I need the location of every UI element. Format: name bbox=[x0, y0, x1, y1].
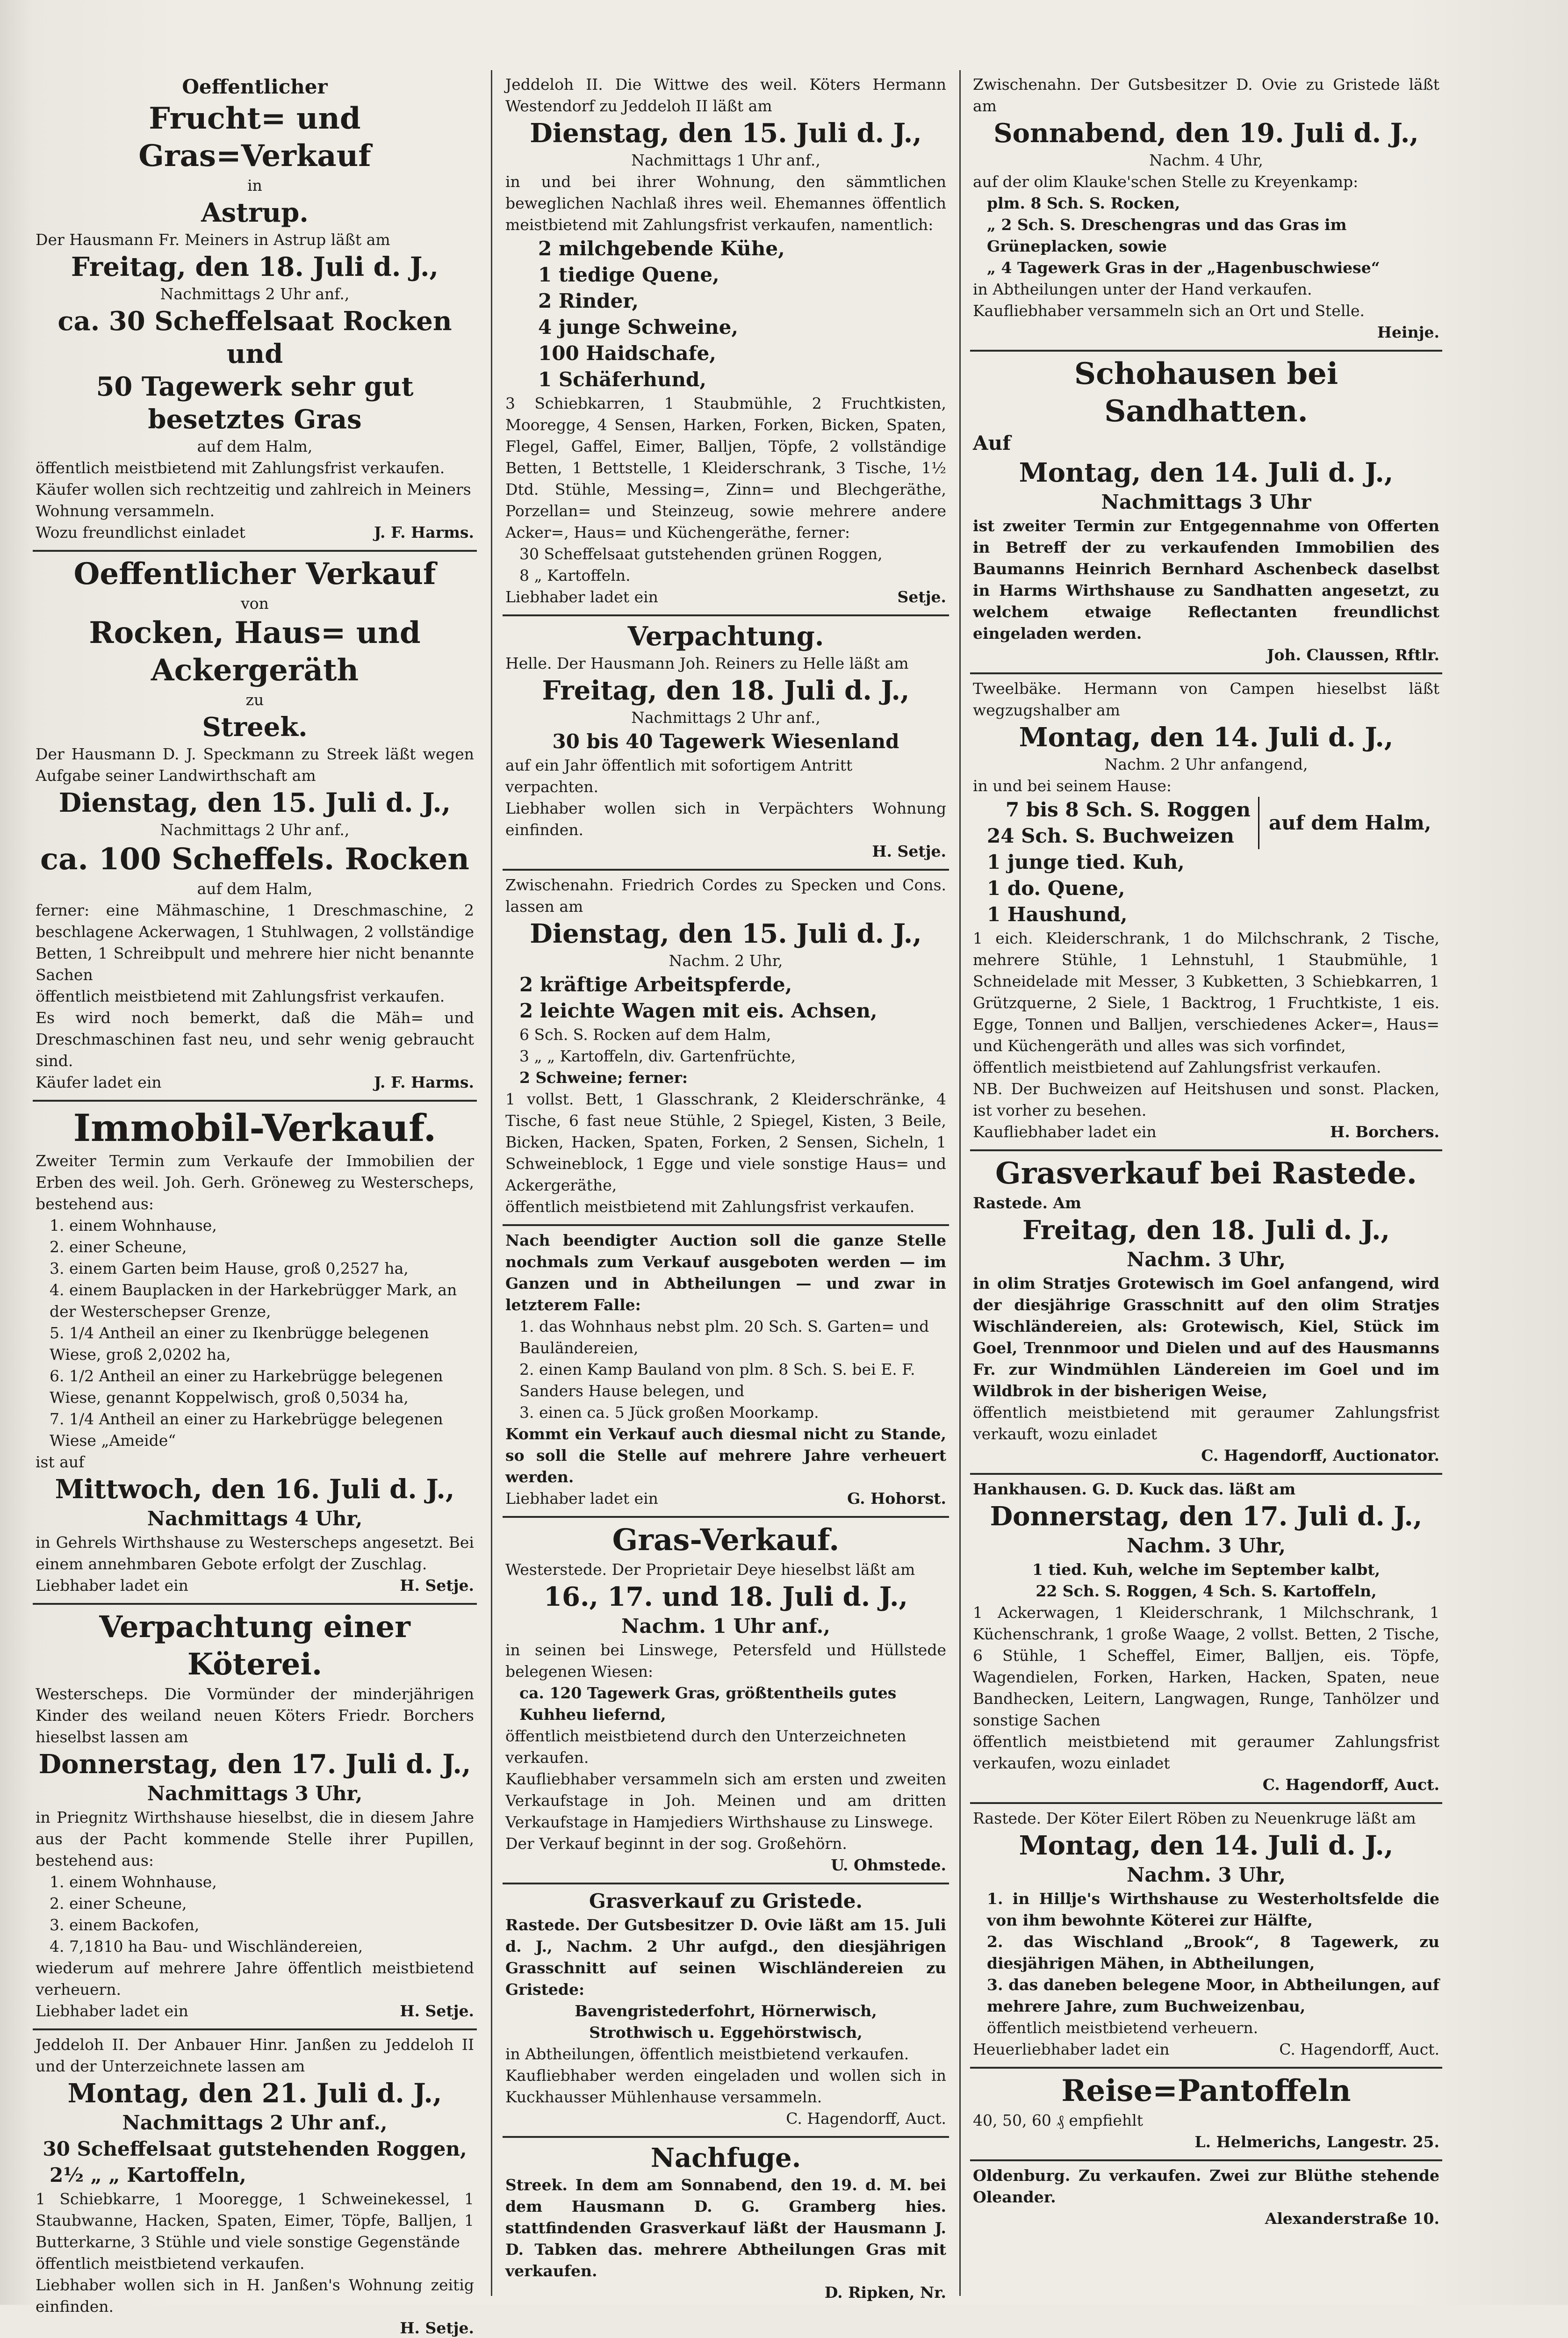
ad-text: in Abtheilungen, öffentlich meistbietend verkaufen. bbox=[505, 2045, 909, 2063]
ad-nochmals-verkauf bbox=[503, 1226, 949, 1518]
ad-text: Jeddeloh II. Die Wittwe des weil. Köters Hermann Westendorf zu Jeddeloh II läßt am bbox=[505, 75, 946, 115]
list-item: 3. das daneben belegene Moor, in Abtheilungen, auf mehrere Jahre, zum Buchweizenbau, bbox=[987, 1976, 1439, 2015]
ad-date: Freitag, den 18. Juli d. J., bbox=[71, 252, 439, 282]
list-item: 2 Rinder, bbox=[538, 289, 639, 312]
ad-roeben-neuenkruge bbox=[970, 1804, 1442, 2069]
ad-grasverkauf-rastede bbox=[970, 1151, 1442, 1475]
ad-title: Frucht= und Gras=Verkauf bbox=[138, 101, 371, 173]
ad-text: Rastede. Am bbox=[973, 1194, 1081, 1212]
ad-title: Grasverkauf zu Gristede. bbox=[589, 1890, 863, 1912]
column-2 bbox=[503, 70, 949, 2302]
ad-date: Dienstag, den 15. Juli d. J., bbox=[530, 118, 922, 149]
ad-date: Montag, den 14. Juli d. J., bbox=[1019, 722, 1394, 753]
ad-date: Sonnabend, den 19. Juli d. J., bbox=[993, 118, 1419, 149]
ad-date: Mittwoch, den 16. Juli d. J., bbox=[55, 1474, 455, 1505]
ad-time: Nachmittags 2 Uhr anf., bbox=[160, 821, 350, 839]
ad-signature: L. Helmerichs, Langestr. 25. bbox=[1194, 2133, 1439, 2151]
ad-signature: H. Setje. bbox=[400, 1576, 474, 1595]
ad-text: öffentlich meistbietend verkaufen. bbox=[36, 2254, 305, 2273]
ad-item: 30 Scheffelsaat gutstehenden grünen Roggen, bbox=[519, 545, 883, 563]
ad-text: Westerscheps. Die Vormünder der minderjährigen Kinder des weiland neuen Köters Friedr. Borchers hieselbst lassen am bbox=[36, 1685, 474, 1746]
ad-item: 2 Schweine; ferner: bbox=[519, 1068, 688, 1087]
list-item: 3. einen ca. 5 Jück großen Moorkamp. bbox=[519, 1403, 819, 1422]
ad-text: zu bbox=[245, 691, 264, 709]
ad-text: in bbox=[247, 176, 262, 195]
list-item: 1 Schäferhund, bbox=[538, 368, 707, 391]
ad-item: 2½ „ „ Kartoffeln, bbox=[50, 2164, 246, 2186]
ad-hankhausen bbox=[970, 1475, 1442, 1804]
list-item: „ 2 Sch. S. Dreschengras und das Gras im Grüneplacken, sowie bbox=[987, 216, 1347, 255]
ad-signature-line bbox=[36, 1575, 474, 1596]
ad-text: Hankhausen. G. D. Kuck das. läßt am bbox=[973, 1480, 1296, 1498]
list-item: 7. 1/4 Antheil an einer zu Harkebrügge belegenen Wiese „Ameide“ bbox=[50, 1410, 443, 1450]
ad-text: 1 Schiebkarre, 1 Mooregge, 1 Schweinekessel, 1 Staubwanne, Hacken, Spaten, Eimer, Töpfe, Balljen, 1 Butterkarne, 3 Stühle und viele sonstige Gegenstände bbox=[36, 2190, 474, 2251]
list-item: 4 junge Schweine, bbox=[538, 316, 738, 339]
ad-text: öffentlich meistbietend verheuern. bbox=[987, 2019, 1259, 2037]
column-rule bbox=[491, 70, 492, 2296]
list-item: 4. einem Bauplacken in der Harkebrügger Mark, an der Westerschepser Grenze, bbox=[50, 1281, 457, 1321]
ad-signature: Joh. Claussen, Rftlr. bbox=[1266, 646, 1439, 664]
ad-text: Heuerliebhaber ladet ein bbox=[973, 2040, 1170, 2058]
ad-grasverkauf-gristede bbox=[503, 1884, 949, 2138]
ad-text: in und bei ihrer Wohnung, den sämmtlichen beweglichen Nachlaß ihres weil. Ehemannes öffentlich meistbietend mit Zahlungsfrist verkaufen, namentlich: bbox=[505, 173, 946, 234]
ad-text: von bbox=[241, 594, 269, 613]
ad-westendorf bbox=[503, 70, 949, 616]
ad-signature: D. Ripken, Nr. bbox=[824, 2283, 946, 2302]
ad-item: 7 bis 8 Sch. S. Roggen bbox=[1006, 798, 1251, 821]
ad-text: Zwischenahn. Der Gutsbesitzer D. Ovie zu Gristede läßt am bbox=[973, 75, 1439, 115]
ad-item: 1 Haushund, bbox=[987, 903, 1128, 926]
brace-items bbox=[973, 797, 1259, 849]
ad-signature: C. Hagendorff, Auct. bbox=[786, 2109, 946, 2128]
ad-time: Nachm. 3 Uhr, bbox=[1126, 1863, 1286, 1886]
list-item: 6. 1/2 Antheil an einer zu Harkebrügge belegenen Wiese, genannt Koppelwisch, groß 0,5034 ha, bbox=[50, 1367, 443, 1407]
ad-signature: H. Borchers. bbox=[1330, 1123, 1439, 1141]
ad-text: auf dem Halm, bbox=[197, 437, 313, 455]
ad-date: Montag, den 21. Juli d. J., bbox=[67, 2078, 442, 2109]
ad-schohausen bbox=[970, 352, 1442, 674]
list-item: 5. 1/4 Antheil an einer zu Ikenbrügge belegenen Wiese, groß 2,0202 ha, bbox=[50, 1324, 429, 1364]
ad-signature: C. Hagendorff, Auct. bbox=[1279, 2040, 1439, 2058]
ad-item: 8 „ Kartoffeln. bbox=[519, 566, 631, 584]
ad-time: Nachm. 2 Uhr anfangend, bbox=[1104, 755, 1308, 773]
list-item: 2. einer Scheune, bbox=[50, 1238, 187, 1256]
ad-item: 1 do. Quene, bbox=[987, 877, 1125, 900]
ad-text: Käufer wollen sich rechtzeitig und zahlreich in Meiners Wohnung versammeln. bbox=[36, 480, 471, 520]
ad-signature-line bbox=[36, 522, 474, 543]
ad-text: ist zweiter Termin zur Entgegennahme von Offerten in Betreff der zu verkaufenden Immobilien des Baumanns Heinrich Bernhard Aschenbeck daselbst in Harms Wirthshause zu Sandhatten angesetzt, zu welchem etwaige Reflectanten freundlichst eingeladen werden. bbox=[973, 517, 1439, 642]
ad-text: NB. Der Buchweizen auf Heitshusen und sonst. Placken, ist vorher zu besehen. bbox=[973, 1080, 1439, 1119]
ad-signature: C. Hagendorff, Auctionator. bbox=[1201, 1446, 1439, 1465]
ad-text: Wozu freundlichst einladet bbox=[36, 523, 245, 541]
ad-text: Zweiter Termin zum Verkaufe der Immobilien der Erben des weil. Joh. Gerh. Gröneweg zu Westerscheps, bestehend aus: bbox=[36, 1152, 474, 1213]
ad-item: 50 Tagewerk sehr gut besetztes Gras bbox=[96, 371, 414, 435]
ad-text: in seinen bei Linswege, Petersfeld und Hüllstede belegenen Wiesen: bbox=[505, 1641, 946, 1681]
ad-signature-line bbox=[973, 2039, 1439, 2060]
ad-title: Rocken, Haus= und Ackergeräth bbox=[89, 615, 421, 688]
ad-time: Nachm. 3 Uhr, bbox=[1126, 1248, 1286, 1271]
ad-title: Gras-Verkauf. bbox=[612, 1523, 840, 1558]
ad-nachfuge bbox=[503, 2138, 949, 2310]
ad-text: öffentlich meistbietend mit Zahlungsfrist verkaufen. bbox=[36, 459, 445, 477]
list-item: 100 Haidschafe, bbox=[538, 342, 716, 365]
ad-signature: G. Hohorst. bbox=[847, 1489, 946, 1508]
ad-text: Liebhaber wollen sich in H. Janßen's Wohnung zeitig einfinden. bbox=[36, 2276, 474, 2316]
ad-text: in Abtheilungen unter der Hand verkaufen. bbox=[973, 280, 1312, 298]
ad-text: Kaufliebhaber versammeln sich an Ort und Stelle. bbox=[973, 302, 1365, 320]
ad-text: Oldenburg. Zu verkaufen. Zwei zur Blüthe stehende Oleander. bbox=[973, 2166, 1439, 2206]
ad-item: 1 tied. Kuh, welche im September kalbt, bbox=[1032, 1560, 1381, 1579]
ad-text: Zwischenahn. Friedrich Cordes zu Specken und Cons. lassen am bbox=[505, 876, 946, 916]
ad-signature-line bbox=[505, 586, 946, 608]
ad-time: Nachm. 3 Uhr, bbox=[1126, 1534, 1286, 1557]
ad-signature: J. F. Harms. bbox=[374, 523, 474, 541]
ad-text: öffentlich meistbietend mit Zahlungsfrist verkaufen. bbox=[505, 1198, 915, 1216]
ad-text: Rastede. Der Gutsbesitzer D. Ovie läßt am 15. Juli d. J., Nachm. 2 Uhr aufgd., den diesjährigen Grasschnitt auf seinen Wischländereien zu Gristede: bbox=[505, 1916, 946, 1999]
ad-text: Kommt ein Verkauf auch diesmal nicht zu Stande, so soll die Stelle auf mehrere Jahre verheuert werden. bbox=[505, 1425, 946, 1486]
ad-date: Donnerstag, den 17. Juli d. J., bbox=[38, 1749, 471, 1780]
ad-text: Liebhaber ladet ein bbox=[505, 1489, 658, 1508]
brace-label: auf dem Halm, bbox=[1268, 811, 1431, 834]
ad-text: Kaufliebhaber ladet ein bbox=[973, 1123, 1157, 1141]
ad-signature-line bbox=[973, 1121, 1439, 1143]
ad-signature: J. F. Harms. bbox=[374, 1073, 474, 1091]
ad-signature: Heinje. bbox=[1377, 323, 1439, 341]
ad-item: ca. 30 Scheffelsaat Rocken und bbox=[58, 306, 452, 369]
ad-text: 1 eich. Kleiderschrank, 1 do Milchschrank, 2 Tische, mehrere Stühle, 1 Lehnstuhl, 1 Staubmühle, 1 Schneidelade mit Messer, 3 Kubketten, 3 Schiebkarren, 1 Grützquerne, 2 Siele, 1 Backtrog, 1 Fruchtkiste, 1 eis. Egge, Tonnen und Balljen, verschiedenes Acker=, Haus= und Küchengeräth und alles was sich vorfindet, bbox=[973, 929, 1439, 1055]
ad-text: Der Hausmann Fr. Meiners in Astrup läßt am bbox=[36, 231, 390, 249]
ad-time: Nachmittags 2 Uhr anf., bbox=[160, 285, 350, 303]
ad-signature: H. Setje. bbox=[400, 2319, 474, 2337]
ad-title: Schohausen bei Sandhatten. bbox=[1074, 356, 1338, 429]
ad-signature-line bbox=[505, 1488, 946, 1509]
ad-item: ca. 120 Tagewerk Gras, größtentheils gutes Kuhheu liefernd, bbox=[519, 1684, 897, 1724]
ad-heading: Oeffentlicher Verkauf bbox=[73, 556, 436, 592]
ad-text: öffentlich meistbietend durch den Unterzeichneten verkaufen. bbox=[505, 1727, 906, 1767]
column-1 bbox=[33, 70, 477, 2337]
ad-text: Liebhaber wollen sich in Verpächters Wohnung einfinden. bbox=[505, 799, 946, 839]
ad-title: Reise=Pantoffeln bbox=[1061, 2073, 1351, 2108]
list-item: 2. einen Kamp Bauland von plm. 8 Sch. S. bei E. F. Sanders Hause belegen, und bbox=[519, 1360, 915, 1400]
ad-reise-pantoffeln bbox=[970, 2069, 1442, 2161]
ad-place: Astrup. bbox=[201, 197, 309, 228]
ad-text: Rastede. Der Köter Eilert Röben zu Neuenkruge läßt am bbox=[973, 1809, 1416, 1827]
ad-text: in olim Stratjes Grotewisch im Goel anfangend, wird der diesjährige Grasschnitt auf den olim Stratjes Wischländereien, als: Grotewisch, Kiel, Stück im Goel, Trennmoor und Dielen und auf des Hausmanns Fr. zur Windmühlen Ländereien im Goel und im Wildbrok in der bisherigen Weise, bbox=[973, 1274, 1439, 1400]
ad-signature-line bbox=[36, 2000, 474, 2022]
ad-item: 22 Sch. S. Roggen, 4 Sch. S. Kartoffeln, bbox=[1036, 1582, 1377, 1600]
ad-text: Käufer ladet ein bbox=[36, 1073, 162, 1091]
ad-time: Nachmittags 2 Uhr anf., bbox=[631, 708, 820, 727]
ad-text: auf der olim Klauke'schen Stelle zu Kreyenkamp: bbox=[973, 173, 1359, 191]
ad-item: Strothwisch u. Eggehörstwisch, bbox=[589, 2023, 863, 2042]
list-item: 2 milchgebende Kühe, bbox=[538, 237, 785, 260]
ad-tweelbaeke bbox=[970, 674, 1442, 1151]
ad-date: Montag, den 14. Juli d. J., bbox=[1019, 457, 1394, 488]
ad-date: 16., 17. und 18. Juli d. J., bbox=[544, 1581, 908, 1612]
ad-signature-line bbox=[36, 1072, 474, 1093]
list-item: 1 tiedige Quene, bbox=[538, 263, 719, 286]
list-item: 4. 7,1810 ha Bau- und Wischländereien, bbox=[50, 1937, 363, 1956]
ad-text: wiederum auf mehrere Jahre öffentlich meistbietend verheuern. bbox=[36, 1959, 474, 1999]
list-item: 3. einem Backofen, bbox=[50, 1916, 200, 1934]
ad-jeddeloh-janssen bbox=[33, 2030, 477, 2338]
ad-text: Liebhaber ladet ein bbox=[505, 588, 658, 606]
ad-item: 2 kräftige Arbeitspferde, bbox=[519, 973, 792, 996]
ad-time: Nachm. 4 Uhr, bbox=[1149, 151, 1263, 169]
ad-heading: Oeffentlicher bbox=[182, 75, 328, 98]
ad-item: 1 junge tied. Kuh, bbox=[987, 851, 1185, 873]
ad-text: Der Hausmann D. J. Speckmann zu Streek läßt wegen Aufgabe seiner Landwirthschaft am bbox=[36, 745, 474, 785]
ad-text: Helle. Der Hausmann Joh. Reiners zu Helle läßt am bbox=[505, 654, 909, 672]
ad-date: Dienstag, den 15. Juli d. J., bbox=[530, 918, 922, 949]
list-item: „ 4 Tagewerk Gras in der „Hagenbuschwiese“ bbox=[987, 259, 1380, 277]
ad-date: Dienstag, den 15. Juli d. J., bbox=[58, 787, 451, 818]
ad-text: Westerstede. Der Proprietair Deye hieselbst läßt am bbox=[505, 1560, 915, 1579]
ad-text: öffentlich meistbietend mit Zahlungsfrist verkaufen. bbox=[36, 987, 445, 1005]
ad-text: Liebhaber ladet ein bbox=[36, 1576, 188, 1595]
ad-item: Bavengristederfohrt, Hörnerwisch, bbox=[575, 2002, 877, 2020]
list-item: 2. einer Scheune, bbox=[50, 1894, 187, 1912]
ad-place: Streek. bbox=[202, 712, 308, 743]
ad-time: Nachmittags 1 Uhr anf., bbox=[631, 151, 820, 169]
ad-text: Es wird noch bemerkt, daß die Mäh= und Dreschmaschinen fast neu, und sehr wenig gebraucht sind. bbox=[36, 1009, 474, 1070]
ad-signature: Setje. bbox=[897, 588, 946, 606]
ad-item: 24 Sch. S. Buchweizen bbox=[987, 824, 1234, 847]
ad-text: Auf bbox=[973, 432, 1011, 455]
ad-item: 6 Sch. S. Rocken auf dem Halm, bbox=[519, 1025, 771, 1044]
ad-text: Kaufliebhaber versammeln sich am ersten und zweiten Verkaufstage in Joh. Meinen und am dritten Verkaufstage in Hamjediers Wirthshause zu Linswege. bbox=[505, 1770, 946, 1831]
list-item: 3. einem Garten beim Hause, groß 0,2527 ha, bbox=[50, 1259, 409, 1277]
ad-text: 1 Ackerwagen, 1 Kleiderschrank, 1 Milchschrank, 1 Küchenschrank, 1 große Waage, 2 vollst. Betten, 2 Tische, 6 Stühle, 1 Scheffel, Eimer, Balljen, eis. Töpfe, Wagendielen, Forken, Harken, Hacken, Spaten, neue Bandhecken, Leitern, Langwagen, Runge, Tanhölzer und sonstige Sachen bbox=[973, 1603, 1439, 1729]
list-item: 2. das Wischland „Brook“, 8 Tagewerk, zu diesjährigen Mähen, in Abtheilungen, bbox=[987, 1933, 1439, 1972]
ad-title: Verpachtung. bbox=[627, 621, 824, 652]
ad-text: ist auf bbox=[36, 1453, 85, 1471]
ad-title: Nachfuge. bbox=[650, 2143, 801, 2173]
ad-verpachtung-helle bbox=[503, 616, 949, 871]
list-item: 1. in Hillje's Wirthshause zu Westerholtsfelde die von ihm bewohnte Köterei zur Hälfte, bbox=[987, 1890, 1439, 1929]
ad-cordes-specken bbox=[503, 871, 949, 1226]
ad-date: Montag, den 14. Juli d. J., bbox=[1019, 1830, 1394, 1861]
column-3 bbox=[970, 70, 1442, 2296]
ad-item: ca. 100 Scheffels. Rocken bbox=[40, 842, 469, 877]
ad-signature: U. Ohmstede. bbox=[831, 1856, 946, 1874]
brace-group bbox=[973, 797, 1439, 849]
ad-text: Streek. In dem am Sonnabend, den 19. d. M. bei dem Hausmann D. G. Gramberg hies. stattfindenden Grasverkauf läßt der Hausmann J. D. Tabken das. mehrere Abtheilungen Gras mit verkaufen. bbox=[505, 2176, 946, 2280]
list-item: 1. das Wohnhaus nebst plm. 20 Sch. S. Garten= und Bauländereien, bbox=[519, 1317, 929, 1357]
ad-signature: H. Setje. bbox=[400, 2002, 474, 2020]
ad-signature: Alexanderstraße 10. bbox=[1265, 2209, 1439, 2228]
ad-signature: H. Setje. bbox=[872, 842, 946, 860]
ad-text: Tweelbäke. Hermann von Campen hieselbst läßt wegzugshalber am bbox=[973, 679, 1439, 719]
ad-text: öffentlich meistbietend mit geraumer Zahlungsfrist verkaufen, wozu einladet bbox=[973, 1732, 1439, 1772]
ad-time: Nachmittags 3 Uhr bbox=[1101, 491, 1311, 513]
ad-date: Freitag, den 18. Juli d. J., bbox=[542, 675, 910, 706]
ad-title: Grasverkauf bei Rastede. bbox=[995, 1156, 1417, 1191]
ad-item: 30 Scheffelsaat gutstehenden Roggen, bbox=[43, 2137, 467, 2160]
ad-text: Kaufliebhaber werden eingeladen und wollen sich in Kuckhausser Mühlenhause versammeln. bbox=[505, 2066, 946, 2106]
ad-title: Verpachtung einer Köterei. bbox=[99, 1609, 410, 1682]
ad-text: 40, 50, 60 ₰ empfiehlt bbox=[973, 2111, 1143, 2129]
ad-text: ferner: eine Mähmaschine, 1 Dreschmaschine, 2 beschlagene Ackerwagen, 1 Stuhlwagen, 2 vollständige Betten, 1 Schreibpult und mehrere hier nicht benannte Sachen bbox=[36, 901, 474, 984]
ad-date: Freitag, den 18. Juli d. J., bbox=[1022, 1215, 1390, 1246]
ad-verpachtung-koeterei bbox=[33, 1605, 477, 2030]
ad-immobil-verkauf bbox=[33, 1102, 477, 1605]
ad-gras-verkauf-westerstede bbox=[503, 1518, 949, 1884]
ad-item: 2 leichte Wagen mit eis. Achsen, bbox=[519, 999, 878, 1022]
ad-time: Nachmittags 4 Uhr, bbox=[147, 1507, 363, 1530]
ad-text: öffentlich meistbietend mit geraumer Zahlungsfrist verkauft, wozu einladet bbox=[973, 1403, 1439, 1443]
ad-streek bbox=[33, 552, 477, 1102]
ad-text: auf dem Halm, bbox=[197, 880, 313, 898]
list-item: 1. einem Wohnhause, bbox=[50, 1873, 217, 1891]
ad-date: Donnerstag, den 17. Juli d. J., bbox=[990, 1501, 1423, 1532]
list-item: plm. 8 Sch. S. Rocken, bbox=[987, 194, 1180, 212]
ad-oleander bbox=[970, 2161, 1442, 2236]
ad-astrup bbox=[33, 70, 477, 552]
ad-time: Nachmittags 3 Uhr, bbox=[147, 1782, 363, 1805]
ad-ovie-kreyenkamp bbox=[970, 70, 1442, 352]
list-item: 1. einem Wohnhause, bbox=[50, 1216, 217, 1234]
ad-text: öffentlich meistbietend auf Zahlungsfrist verkaufen. bbox=[973, 1058, 1381, 1076]
ad-text: Der Verkauf beginnt in der sog. Großehörn. bbox=[505, 1834, 847, 1853]
ad-text: Nach beendigter Auction soll die ganze Stelle nochmals zum Verkauf ausgeboten werden — im Ganzen und in Abtheilungen — und zwar in letzterem Falle: bbox=[505, 1231, 946, 1314]
ad-text: in Priegnitz Wirthshause hieselbst, die in diesem Jahre aus der Pacht kommende Stelle ihrer Pupillen, bestehend aus: bbox=[36, 1808, 474, 1869]
ad-text: in und bei seinem Hause: bbox=[973, 777, 1172, 795]
ad-text: 1 vollst. Bett, 1 Glasschrank, 2 Kleiderschränke, 4 Tische, 6 fast neue Stühle, 2 Spiegel, Kisten, 3 Beile, Bicken, Hacken, Spaten, Forken, 2 Sensen, Sicheln, 1 Schweineblock, 1 Egge und viele sonstige Haus= und Ackergeräthe, bbox=[505, 1090, 946, 1194]
ad-item: 3 „ „ Kartoffeln, div. Gartenfrüchte, bbox=[519, 1047, 796, 1065]
ad-time: Nachmittags 2 Uhr anf., bbox=[122, 2111, 388, 2134]
ad-item: 30 bis 40 Tagewerk Wiesenland bbox=[552, 730, 899, 753]
ad-text: Jeddeloh II. Der Anbauer Hinr. Janßen zu Jeddeloh II und der Unterzeichnete lassen am bbox=[36, 2035, 474, 2075]
column-rule bbox=[959, 70, 961, 2296]
ad-time: Nachm. 1 Uhr anf., bbox=[621, 1615, 830, 1638]
ad-text: Liebhaber ladet ein bbox=[36, 2002, 188, 2020]
ad-time: Nachm. 2 Uhr, bbox=[669, 952, 783, 970]
ad-text: auf ein Jahr öffentlich mit sofortigem Antritt verpachten. bbox=[505, 756, 853, 796]
ad-text: 3 Schiebkarren, 1 Staubmühle, 2 Fruchtkisten, Mooregge, 4 Sensen, Harken, Forken, Bicken, Spaten, Flegel, Gaffel, Eimer, Balljen, Töpfe, 2 vollständige Betten, 1 Bettstelle, 1 Kleiderschrank, 3 Tische, 1½ Dtd. Stühle, Messing=, Zinn= und Blechgeräthe, Porzellan= und Steinzeug, sowie mehrere andere Acker=, Haus= und Küchengeräthe, ferner: bbox=[505, 394, 946, 541]
ad-text: in Gehrels Wirthshause zu Westerscheps angesetzt. Bei einem annehmbaren Gebote erfolgt der Zuschlag. bbox=[36, 1533, 474, 1573]
ad-title: Immobil-Verkauf. bbox=[73, 1106, 437, 1150]
ad-signature: C. Hagendorff, Auct. bbox=[1262, 1775, 1439, 1794]
